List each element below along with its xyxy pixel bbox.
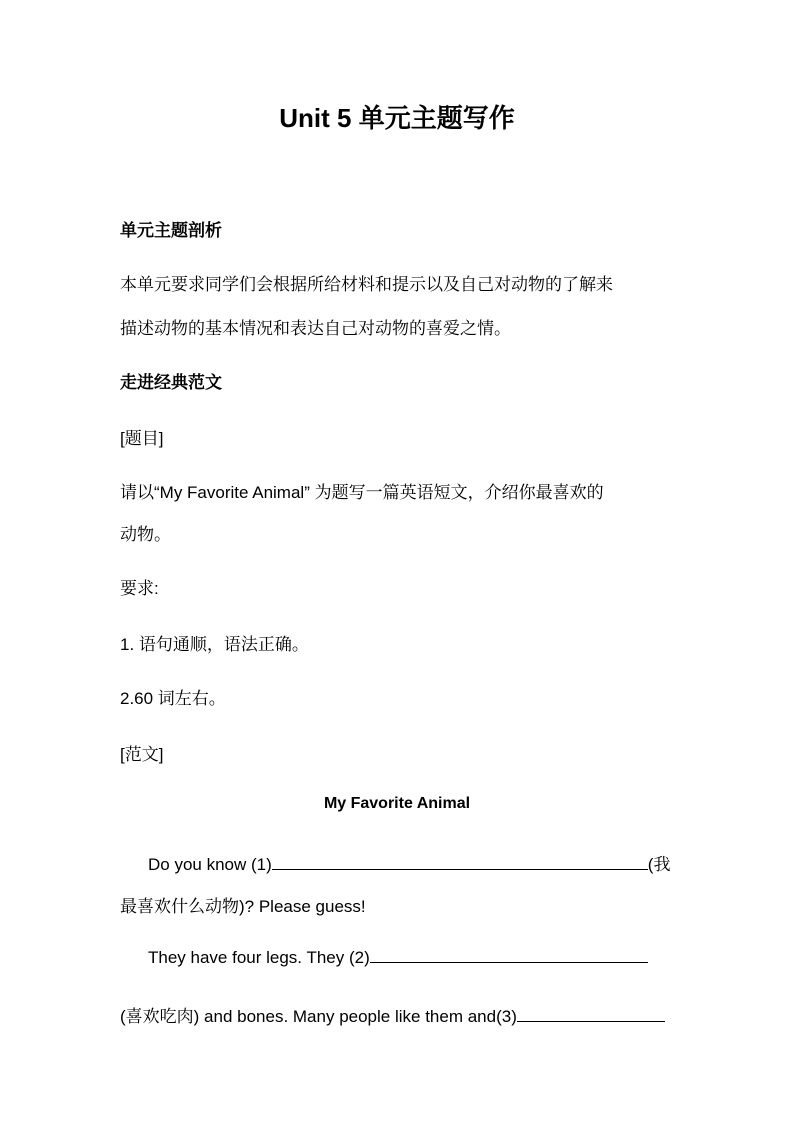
page-title: Unit 5 单元主题写作 (279, 103, 515, 133)
sample-label: [范文] (120, 745, 164, 764)
requirement-2: 2.60 词左右。 (120, 689, 226, 708)
topic-label: [题目] (120, 429, 164, 448)
requirement-1: 1. 语句通顺，语法正确。 (120, 635, 309, 654)
essay-line-1-suffix: (我 (647, 855, 671, 874)
analysis-paragraph-line-2: 描述动物的基本情况和表达自己对动物的喜爱之情。 (120, 319, 511, 338)
answer-blank-2[interactable] (370, 946, 648, 963)
prompt-line-1: 请以“My Favorite Animal” 为题写一篇英语短文，介绍你最喜欢的 (120, 483, 604, 502)
section-heading-analysis: 单元主题剖析 (120, 221, 222, 240)
essay-line-1-prefix: Do you know (1) (148, 855, 272, 874)
essay-title: My Favorite Animal (323, 795, 471, 812)
essay-line-4 (120, 1002, 665, 1027)
essay-line-4-prefix: (喜欢吃肉) and bones. Many people like them and(3) (120, 1007, 517, 1026)
prompt-line-2: 动物。 (120, 525, 171, 544)
answer-blank-1[interactable] (272, 853, 648, 870)
requirements-label: 要求: (120, 579, 159, 598)
essay-line-3 (148, 946, 648, 968)
answer-blank-3[interactable] (517, 1005, 665, 1022)
essay-line-1 (148, 850, 670, 875)
analysis-paragraph-line-1: 本单元要求同学们会根据所给材料和提示以及自己对动物的了解来 (120, 275, 613, 294)
essay-line-3-prefix: They have four legs. They (2) (148, 948, 370, 967)
section-heading-sample: 走进经典范文 (120, 373, 222, 392)
essay-line-2: 最喜欢什么动物)? Please guess! (120, 897, 366, 916)
